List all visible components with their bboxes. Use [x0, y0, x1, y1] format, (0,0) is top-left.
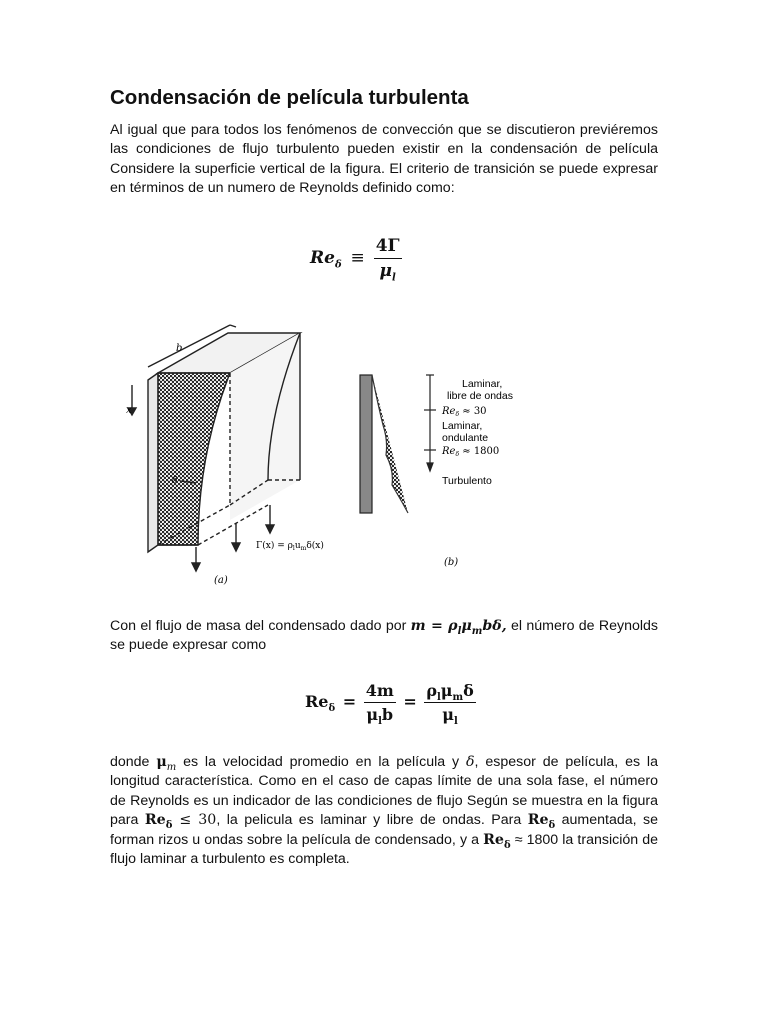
page-title: Condensación de película turbulenta: [110, 86, 469, 109]
regime2-line1: Laminar,: [442, 420, 483, 432]
regime1-line2: libre de ondas: [447, 390, 513, 402]
condensation-film-figure: [118, 315, 518, 590]
figure-a-plate: [128, 325, 300, 571]
regime2-line2: ondulante: [442, 432, 489, 444]
reynolds-definition-equation: [310, 236, 402, 284]
intro-paragraph: Al igual que para todos los fenómenos de convección que se discutieron previéremos las condiciones de flujo turbulento pueden existir en la condensación de película Considere la superficie vertical de la figura. El criterio de transición se puede expresar en términos de un numero de Reynolds definido como:: [110, 122, 658, 197]
eq2-fraction-2: [424, 681, 475, 728]
eq1-numerator: 4Γ: [374, 236, 402, 259]
eq2-denominator-2: $\mu_l$: [442, 705, 458, 728]
eq1-denominator: $\mu_l$: [379, 261, 396, 284]
regime1-line1: Laminar,: [462, 378, 503, 390]
caption-a: (a): [214, 575, 228, 586]
conclusion-paragraph: donde $\mu_m$ es la velocidad promedio en la película y δ, espesor de película, es la longitud característica. Como en el caso de capas límite de una sola fase, el número de Reynolds es un indicador de las condiciones de flujo Según se muestra en la figura para $Re_\delta \le 30$, la pelicula es laminar y libre de ondas. Para $Re_\delta$ aumentada, se forman rizos u ondas sobre la película de condensado, y a $Re_\delta \approx 1800$ la transición de flujo laminar a turbulento es completa.: [110, 754, 659, 868]
eq2-numerator-1: 4m: [364, 681, 396, 703]
label-delta: δ: [172, 476, 178, 486]
reynolds-expression-equation: [305, 681, 476, 728]
gamma-label: $\Gamma(x) = \rho_lu_m\delta(x)$: [256, 541, 324, 552]
threshold1: $Re_\delta \approx 30$: [442, 406, 487, 418]
caption-b: (b): [444, 557, 459, 568]
eq1-fraction: [374, 236, 402, 284]
eq2-equals-1: =: [342, 692, 357, 711]
re-symbol-2: $Re_\delta$: [527, 812, 556, 832]
eq1-relation: ≡: [350, 248, 365, 268]
eq2-lhs: $Re_\delta$: [305, 692, 336, 715]
eq2-numerator-2: $\rho_l\mu_m\delta$: [426, 681, 474, 704]
delta-symbol: δ: [466, 754, 475, 770]
mu-m-symbol: $\mu_m$: [156, 754, 177, 773]
regime3: Turbulento: [442, 475, 492, 487]
eq2-equals-2: =: [403, 692, 417, 711]
threshold2: $Re_\delta \approx 1800$: [442, 446, 500, 458]
eq2-fraction-1: [364, 681, 396, 728]
mass-flow-formula: $m = \rho_l\mu_mb\delta$,: [410, 618, 507, 637]
label-b: b: [176, 343, 183, 354]
eq1-lhs: $Re_\delta$: [310, 248, 342, 271]
re-symbol-1: $Re_\delta$: [144, 812, 173, 832]
re-symbol-3: $Re_\delta$: [483, 831, 511, 851]
eq2-denominator-1: $\mu_lb$: [366, 705, 394, 728]
figure-b-regimes: [360, 375, 436, 513]
label-x: x: [126, 405, 132, 416]
mass-flow-paragraph: Con el flujo de masa del condensado dado por $m = \rho_l\mu_mb\delta$, el número de Reynolds se puede expresar como: [110, 618, 659, 654]
